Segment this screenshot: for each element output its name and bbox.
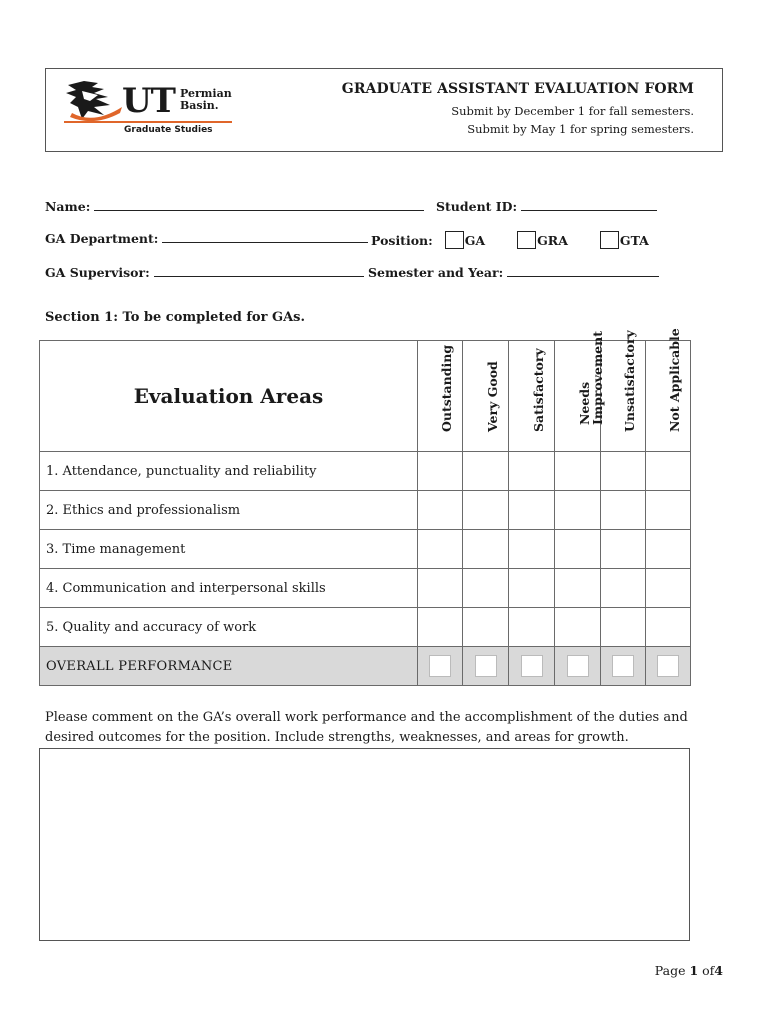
rating-cell[interactable] xyxy=(509,452,555,491)
rating-header-very-good: Very Good xyxy=(463,341,509,452)
evaluation-areas-header: Evaluation Areas xyxy=(40,341,418,452)
rating-cell[interactable] xyxy=(646,530,691,569)
rating-header-outstanding: Outstanding xyxy=(418,341,463,452)
name-field xyxy=(45,199,424,214)
evaluation-item-label: 4. Communication and interpersonal skills xyxy=(40,569,418,608)
department-label: GA Department: xyxy=(45,231,159,246)
table-row xyxy=(40,569,691,608)
student-id-input[interactable] xyxy=(521,199,657,211)
rating-cell[interactable] xyxy=(463,491,509,530)
student-id-label: Student ID: xyxy=(436,199,518,214)
table-row xyxy=(40,530,691,569)
evaluation-item-label: 3. Time management xyxy=(40,530,418,569)
supervisor-label: GA Supervisor: xyxy=(45,265,150,280)
rating-cell[interactable] xyxy=(646,608,691,647)
falcon-icon xyxy=(64,77,124,123)
semester-field xyxy=(368,265,659,280)
overall-rating-cell xyxy=(418,647,463,686)
overall-rating-cell xyxy=(555,647,601,686)
position-gta-label: GTA xyxy=(619,233,649,248)
rating-header-satisfactory: Satisfactory xyxy=(509,341,555,452)
semester-input[interactable] xyxy=(507,265,659,277)
position-ga-checkbox[interactable] xyxy=(445,231,464,249)
rating-cell[interactable] xyxy=(601,569,646,608)
page-number xyxy=(655,963,723,978)
rating-cell[interactable] xyxy=(555,608,601,647)
table-row xyxy=(40,491,691,530)
rating-cell[interactable] xyxy=(463,452,509,491)
department-input[interactable] xyxy=(162,231,368,243)
rating-header-needs-improvement: Needs Improvement xyxy=(555,341,601,452)
rating-header-not-applicable: Not Applicable xyxy=(646,341,691,452)
rating-cell[interactable] xyxy=(601,452,646,491)
logo-graduate-studies: Graduate Studies xyxy=(124,125,213,135)
page-of: of xyxy=(702,963,715,978)
overall-checkbox[interactable] xyxy=(567,655,589,677)
rating-cell[interactable] xyxy=(509,491,555,530)
rating-cell[interactable] xyxy=(463,569,509,608)
rating-cell[interactable] xyxy=(555,452,601,491)
page-prefix: Page xyxy=(654,963,686,978)
name-label: Name: xyxy=(45,199,91,214)
section1-title: Section 1: To be completed for GAs. xyxy=(45,310,306,325)
rating-cell[interactable] xyxy=(509,530,555,569)
rating-cell[interactable] xyxy=(509,569,555,608)
rating-cell[interactable] xyxy=(601,608,646,647)
department-field xyxy=(45,231,368,246)
evaluation-item-label: 5. Quality and accuracy of work xyxy=(40,608,418,647)
position-gra-label: GRA xyxy=(537,233,568,248)
rating-cell[interactable] xyxy=(646,491,691,530)
overall-rating-cell xyxy=(601,647,646,686)
rating-cell[interactable] xyxy=(646,452,691,491)
position-ga-label: GA xyxy=(464,233,486,248)
position-gta-checkbox[interactable] xyxy=(600,231,619,249)
logo-permian: Permian xyxy=(180,87,232,100)
form-header xyxy=(45,68,723,152)
overall-checkbox[interactable] xyxy=(475,655,497,677)
rating-cell[interactable] xyxy=(418,530,463,569)
rating-cell[interactable] xyxy=(418,452,463,491)
overall-performance-row xyxy=(40,647,691,686)
overall-checkbox[interactable] xyxy=(521,655,543,677)
rating-cell[interactable] xyxy=(555,530,601,569)
rating-cell[interactable] xyxy=(601,530,646,569)
evaluation-item-label: 2. Ethics and professionalism xyxy=(40,491,418,530)
rating-cell[interactable] xyxy=(509,608,555,647)
rating-header-unsatisfactory: Unsatisfactory xyxy=(601,341,646,452)
supervisor-field xyxy=(45,265,364,280)
table-row xyxy=(40,608,691,647)
submit-fall-note: Submit by December 1 for fall semesters. xyxy=(451,104,694,118)
overall-checkbox[interactable] xyxy=(429,655,451,677)
position-label: Position: xyxy=(371,233,433,248)
name-input[interactable] xyxy=(94,199,424,211)
rating-cell[interactable] xyxy=(418,608,463,647)
logo-underline xyxy=(64,121,232,123)
rating-cell[interactable] xyxy=(601,491,646,530)
supervisor-input[interactable] xyxy=(154,265,364,277)
page-total: 4 xyxy=(714,963,723,978)
rating-cell[interactable] xyxy=(555,491,601,530)
overall-performance-label: OVERALL PERFORMANCE xyxy=(40,647,418,686)
comment-textbox[interactable] xyxy=(39,748,690,941)
evaluation-table xyxy=(39,328,691,686)
rating-cell[interactable] xyxy=(463,608,509,647)
position-gra-checkbox[interactable] xyxy=(517,231,536,249)
rating-cell[interactable] xyxy=(418,569,463,608)
rating-cell[interactable] xyxy=(646,569,691,608)
overall-checkbox[interactable] xyxy=(612,655,634,677)
evaluation-header-row xyxy=(40,341,691,452)
rating-cell[interactable] xyxy=(418,491,463,530)
student-id-field xyxy=(436,199,657,214)
logo-basin: Basin. xyxy=(180,99,219,112)
utpb-logo xyxy=(64,77,234,139)
submit-spring-note: Submit by May 1 for spring semesters. xyxy=(467,122,694,136)
comment-prompt: Please comment on the GA’s overall work performance and the accomplishment of the duties and desired outcomes for the position. Include strengths, weaknesses, and areas for growth. xyxy=(45,710,688,745)
position-field xyxy=(371,231,649,249)
evaluation-item-label: 1. Attendance, punctuality and reliability xyxy=(40,452,418,491)
overall-rating-cell xyxy=(646,647,691,686)
overall-rating-cell xyxy=(509,647,555,686)
overall-rating-cell xyxy=(463,647,509,686)
rating-cell[interactable] xyxy=(555,569,601,608)
overall-checkbox[interactable] xyxy=(657,655,679,677)
logo-ut: UT xyxy=(122,81,175,121)
rating-cell[interactable] xyxy=(463,530,509,569)
form-title: GRADUATE ASSISTANT EVALUATION FORM xyxy=(341,81,694,97)
table-row xyxy=(40,452,691,491)
page-current: 1 xyxy=(689,963,699,978)
semester-label: Semester and Year: xyxy=(368,265,504,280)
